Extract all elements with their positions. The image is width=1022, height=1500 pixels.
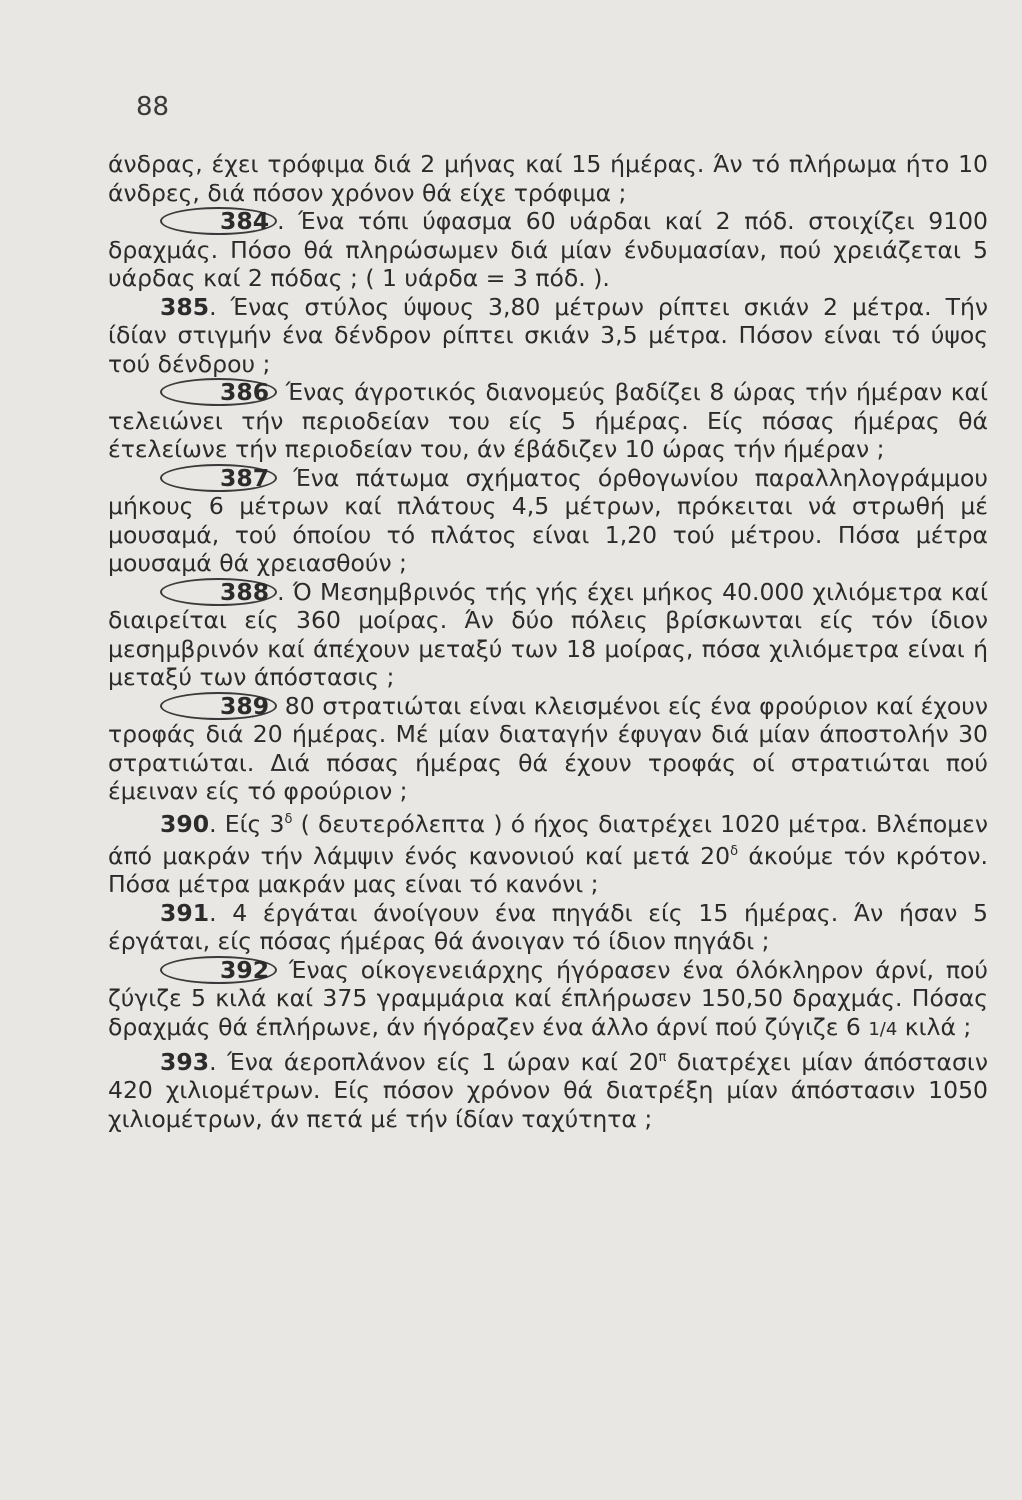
problem-384: 384 . Ένα τόπι ύφασμα 60 υάρδαι καί 2 πόδ. στοιχίζει 9100 δραχμάς. Πόσο θά πληρώσωμεν διά μίαν ένδυμασίαν, πού χρειάζεται 5 υάρδας καί 2 πόδας ; ( 1 υάρδα = 3 πόδ. ). xyxy=(108,207,988,292)
problem-text: Ένα άεροπλάνον είς 1 ώραν καί 20 xyxy=(227,1047,659,1076)
problem-text: ( δευτερόλεπτα ) ό ήχος διατρέχει 1020 μέτρα. Βλέπομεν άπό μακράν τήν λάμψιν ένός κανονιού καί μετά 20 xyxy=(108,809,988,870)
problem-number: 387 xyxy=(160,464,277,492)
seconds-superscript: δ xyxy=(284,811,293,827)
problem-text: Ένα πάτωμα σχήματος όρθογωνίου παραλληλογράμμου μήκους 6 μέτρων καί πλάτους 4,5 μέτρων, πρόκειται νά στρωθή μέ μουσαμά, τού όποίου τό πλάτος είναι 1,20 τού μέτρου. Πόσα μέτρα μουσαμά θά χρειασθούν ; xyxy=(108,463,988,577)
problem-text: Ό Μεσημβρινός τής γής έχει μήκος 40.000 χιλιόμετρα καί διαιρείται είς 360 μοίρας. Άν δύο πόλεις βρίσκωνται είς τόν ίδιον μεσημβρινόν καί άπέχουν μεταξύ των 18 μοίρας, πόσα χιλιόμετρα είναι ή μεταξύ των άπόστασις ; xyxy=(108,577,988,691)
problem-text: 80 στρατιώται είναι κλεισμένοι είς ένα φρούριον καί έχουν τροφάς διά 20 ήμέρας. Μέ μίαν διαταγήν έφυγαν διά μίαν άποστολήν 30 στρατιώται. Διά πόσας ήμέρας θά έχουν τροφάς οί στρατιώται πού έμειναν είς τό φρούριον ; xyxy=(108,691,988,805)
problem-392 xyxy=(108,956,988,1045)
problem-text: Είς 3 xyxy=(224,809,285,838)
problem-393: 393. Ένα άεροπλάνον είς 1 ώραν καί $20^\pi$ διατρέχει μίαν άπόστασιν 420 χιλιομέτρων. Είς πόσον χρόνον θά διατρέξη μίαν άπόστασιν 1050 χιλιομέτρων, άν πετά μέ τήν ίδίαν ταχύτητα ; xyxy=(108,1047,988,1133)
problem-391: 391. 4 έργάται άνοίγουν ένα πηγάδι είς 15 ήμέρας. Άν ήσαν 5 έργάται, είς πόσας ήμέρας θά άνοιγαν τό ίδιον πηγάδι ; xyxy=(108,898,988,956)
problem-number: 385 xyxy=(160,292,210,321)
problem-number: 384 xyxy=(160,207,277,235)
problem-list xyxy=(108,150,988,1133)
problem-text: 4 έργάται άνοίγουν ένα πηγάδι είς 15 ήμέρας. Άν ήσαν 5 έργάται, είς πόσας ήμέρας θά άνοιγαν τό ίδιον πηγάδι ; xyxy=(108,898,988,956)
problem-389 xyxy=(108,692,988,806)
page-number: 88 xyxy=(136,92,170,122)
problem-number: 393 xyxy=(160,1047,210,1076)
problem-number: 391 xyxy=(160,898,210,927)
problem-text: Ένας άγροτικός διανομεύς βαδίζει 8 ώρας τήν ήμέραν καί τελειώνει τήν περιοδείαν του είς 5 ήμέρας. Είς πόσας ήμέρας θά έτελείωνε τήν περιοδείαν του, άν έβάδιζεν 10 ώρας τήν ήμέραν ; xyxy=(108,378,988,463)
problem-390: 390. Είς $3^\delta$ ( δευτερόλεπτα ) ό ήχος διατρέχει 1020 μέτρα. Βλέπομεν άπό μακράν τήν λάμψιν ένός κανονιού καί μετά $20^\delta$ άκούμε τόν κρότον. Πόσα μέτρα μακράν μας είναι τό κανόνι ; xyxy=(108,809,988,899)
problem-text: διατρέχει μίαν άπόστασιν 420 χιλιομέτρων. Είς πόσον χρόνον θά διατρέξη μίαν άπόστασιν 1050 χιλιομέτρων, άν πετά μέ τήν ίδίαν ταχύτητα ; xyxy=(108,1047,988,1133)
problem-number: 389 xyxy=(160,692,277,720)
intro-continuation: άνδρας, έχει τρόφιμα διά 2 μήνας καί 15 ήμέρας. Άν τό πλήρωμα ήτο 10 άνδρες, διά πόσον χρόνον θά είχε τρόφιμα ; xyxy=(108,150,988,207)
problem-387 xyxy=(108,464,988,578)
problem-number: 392 xyxy=(160,956,277,984)
problem-385: 385. Ένας στύλος ύψους 3,80 μέτρων ρίπτει σκιάν 2 μέτρα. Τήν ίδίαν στιγμήν ένα δένδρον ρίπτει σκιάν 3,5 μέτρα. Πόσον είναι τό ύψος τού δένδρου ; xyxy=(108,292,988,378)
seconds-superscript: δ xyxy=(730,843,739,859)
minutes-superscript: π xyxy=(658,1050,667,1066)
problem-number: 390 xyxy=(160,809,210,838)
problem-text: άκούμε τόν κρότον. Πόσα μέτρα μακράν μας είναι τό κανόνι ; xyxy=(108,841,988,899)
problem-text: Ένα τόπι ύφασμα 60 υάρδαι καί 2 πόδ. στοιχίζει 9100 δραχμάς. Πόσο θά πληρώσωμεν διά μίαν ένδυμασίαν, πού χρειάζεται 5 υάρδας καί 2 πόδας ; ( 1 υάρδα = 3 πόδ. ). xyxy=(108,207,988,292)
problem-text: Ένας στύλος ύψους 3,80 μέτρων ρίπτει σκιάν 2 μέτρα. Τήν ίδίαν στιγμήν ένα δένδρον ρίπτει σκιάν 3,5 μέτρα. Πόσον είναι τό ύψος τού δένδρου ; xyxy=(108,292,988,378)
problem-number: 388 xyxy=(160,578,277,606)
problem-text: Ένας οίκογενειάρχης ήγόρασεν ένα όλόκληρον άρνί, πού ζύγιζε 5 κιλά καί 375 γραμμάρια καί έπλήρωσεν 150,50 δραχμάς. Πόσας δραχμάς θά έπλήρωνε, άν ήγόραζεν ένα άλλο άρνί πού ζύγιζε 6 xyxy=(108,955,988,1041)
fraction: 1/4 xyxy=(868,1018,898,1040)
problem-386 xyxy=(108,378,988,464)
problem-number: 386 xyxy=(160,378,277,406)
problem-text: κιλά ; xyxy=(897,1012,972,1041)
problem-388: 388 . Ό Μεσημβρινός τής γής έχει μήκος 40.000 χιλιόμετρα καί διαιρείται είς 360 μοίρας. Άν δύο πόλεις βρίσκωνται είς τόν ίδιον μεσημβρινόν καί άπέχουν μεταξύ των 18 μοίρας, πόσα χιλιόμετρα είναι ή μεταξύ των άπόστασις ; xyxy=(108,577,988,691)
